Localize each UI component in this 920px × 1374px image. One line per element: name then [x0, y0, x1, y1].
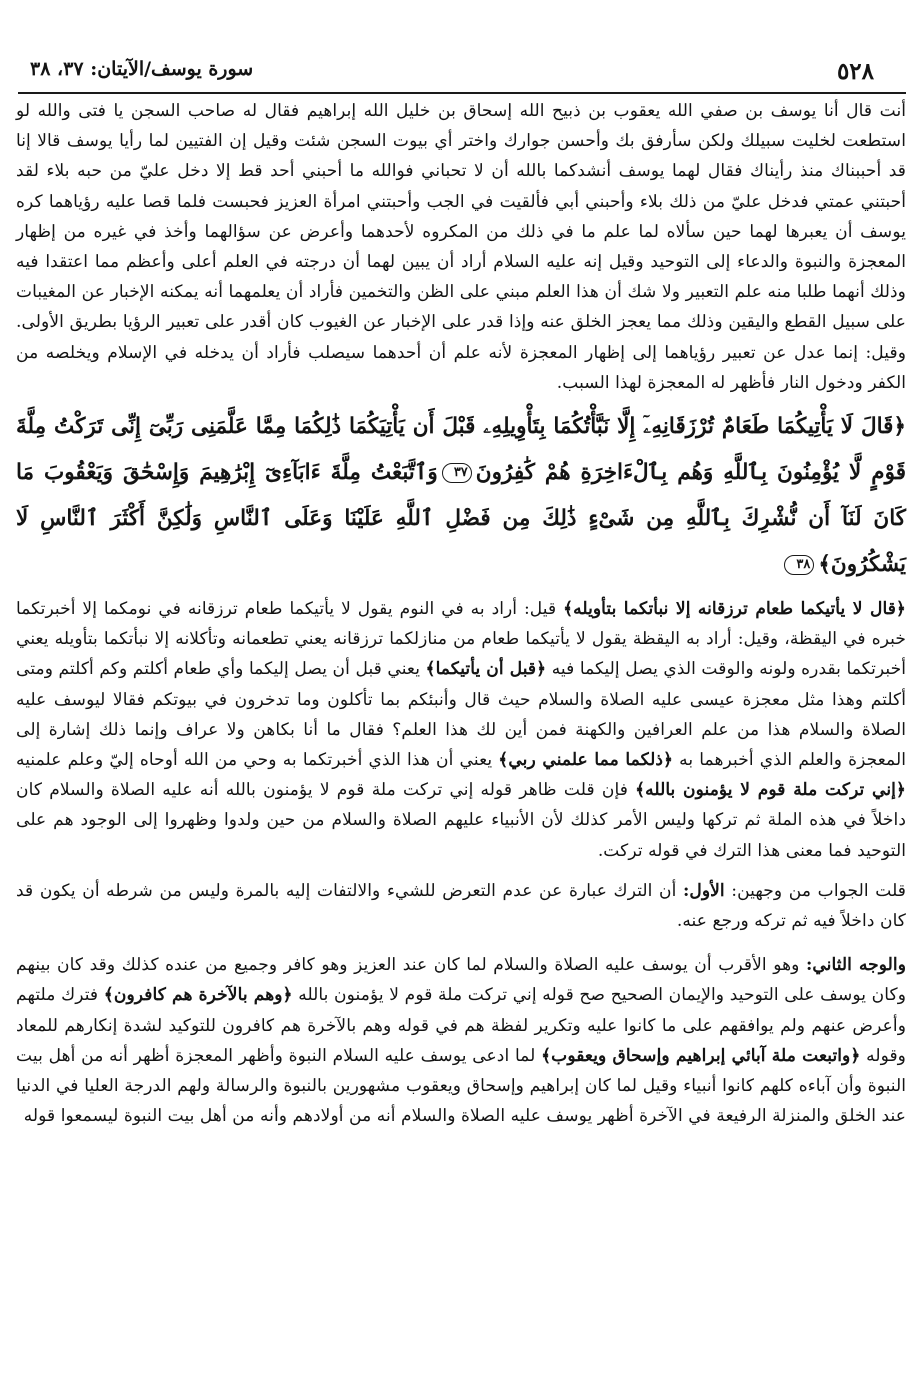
second-answer-label: والوجه الثاني:: [806, 955, 906, 976]
text-3: لما ادعى يوسف عليه السلام النبوة وأظهر المعجزة أظهر أنه من أهل بيت النبوة وأن آباءه كلهم كانوا أنبياء وقيل لما كان إبراهيم وإسحاق ويعقوب مشهورين بالنبوة والرسالة ولهم الدرجة العليا في الدنيا عند الخلق والمنزلة الرفيعة في الآخرة أظهر يوسف عليه الصلاة والسلام أنه من أولادهم وأنه من أهل بيت النبوة ليسمعوا قوله: [16, 1045, 906, 1127]
text-4: فإن قلت ظاهر قوله إني تركت ملة قوم لا يؤمنون بالله أنه عليه الصلاة والسلام كان داخلاً في هذه الملة ثم تركها وليس الأمر كذلك لأن الأنبياء عليهم الصلاة والسلام من حين ولدوا وظهروا إلى الوجود هم على التوحيد فما معنى هذا الترك في قوله تركت.: [16, 780, 906, 861]
verse-38-text: وَٱتَّبَعْتُ مِلَّةَ ءَابَآءِىٓ إِبْرَٰهِيمَ وَإِسْحَٰقَ وَيَعْقُوبَ مَا كَانَ لَنَآ أَن نُّشْرِكَ بِٱللَّهِ مِن شَىْءٍ ذَٰلِكَ مِن فَضْلِ ٱللَّهِ عَلَيْنَا وَعَلَى ٱلنَّاسِ وَلَٰكِنَّ أَكْثَرَ ٱلنَّاسِ لَا يَشْكُرُونَ: [16, 460, 906, 578]
commentary-paragraph-2: [16, 594, 906, 866]
text-2: أن الترك عبارة عن عدم التعرض للشيء والالتفات إليه بالمرة وليس من شرطه أن يكون قد كان داخلاً فيه ثم تركه ورجع عنه.: [16, 880, 906, 932]
quran-verse-block: ﴿قَالَ لَا يَأْتِيكُمَا طَعَامٌ تُرْزَقَانِهِۦٓ إِلَّا نَبَّأْتُكُمَا بِتَأْوِيلِهِۦ قَبْلَ أَن يَأْتِيَكُمَا ذَٰلِكُمَا مِمَّا عَلَّمَنِى رَبِّىٓ إِنِّى تَرَكْتُ مِلَّةَ قَوْمٍ لَّا يُؤْمِنُونَ بِٱللَّهِ وَهُم بِٱلْءَاخِرَةِ هُمْ كَٰفِرُونَ٣٧وَٱتَّبَعْتُ مِلَّةَ ءَابَآءِىٓ إِبْرَٰهِيمَ وَإِسْحَٰقَ وَيَعْقُوبَ مَا كَانَ لَنَآ أَن نُّشْرِكَ بِٱللَّهِ مِن شَىْءٍ ذَٰلِكَ مِن فَضْلِ ٱللَّهِ عَلَيْنَا وَعَلَى ٱلنَّاسِ وَلَٰكِنَّ أَكْثَرَ ٱلنَّاسِ لَا يَشْكُرُونَ﴾٣٨: [16, 414, 906, 578]
quote-1: ﴿وهم بالآخرة هم كافرون﴾: [103, 985, 293, 1006]
commentary-paragraph-3: [16, 876, 906, 936]
text-2: يعني قبل أن يصل إليكما وأي طعام أكلتم وكم أكلتم ومتى أكلتم وهذا مثل معجزة عيسى عليه الصلاة والسلام حيث قال وأنبئكم بما تأكلون وما تدخرون في بيوتكم فقالا ليوسف عليه الصلاة والسلام هذا من علم العرافين والكهنة فمن أين لك هذا العلم؟ فقال ما أنا بكاهن ولا عراف وإنما ذلك إشارة إلى المعجزة والعلم الذي أخبرهما به: [16, 659, 906, 771]
text-1: قيل: أراد به في النوم يقول لا يأتيكما طعام ترزقانه في نومكما إلا أخبرتكما خبره في اليقظة، وقيل: أراد به اليقظة يقول لا يأتيكما طعام من منازلكما ترزقانه يعني تطعمانه وتأكلانه إلا نبأتكما بتأويله يعني أخبرتكما بقدره ولونه والوقت الذي يصل إليكما فيه: [16, 599, 906, 680]
quote-2: ﴿واتبعت ملة آبائي إبراهيم وإسحاق ويعقوب﴾: [541, 1045, 861, 1066]
page-header: [18, 52, 906, 94]
page-number: ٥٢٨: [836, 58, 874, 85]
verse-number-37: ٣٧: [442, 463, 472, 483]
verse-number-38: ٣٨: [784, 555, 814, 575]
commentary-paragraph-4: [16, 950, 906, 1131]
quote-3: ﴿ذلكما مما علمني ربي﴾: [498, 750, 674, 771]
text-2: فترك ملتهم وأعرض عنهم ولم يوافقهم على ما كانوا عليه وتكرير لفظة هم في قوله وهم بالآخرة هم كافرون للتوكيد لشدة إنكارهم للمعاد وقوله: [16, 985, 906, 1066]
page-body: [16, 96, 906, 1131]
quote-2: ﴿قبل أن يأتيكما﴾: [425, 659, 547, 680]
quote-1: ﴿قال لا يأتيكما طعام ترزقانه إلا نبأتكما بتأويله﴾: [563, 599, 906, 620]
first-answer-label: الأول:: [682, 880, 725, 901]
text-1: وهو الأقرب أن يوسف عليه الصلاة والسلام لما كان عند العزيز وهو كافر وجميع من عنده كذلك وقد كان بينهم وكان يوسف على التوحيد والإيمان الصحيح صح قوله إني تركت ملة قوم لا يؤمنون بالله: [16, 955, 906, 1006]
quote-4: ﴿إني تركت ملة قوم لا يؤمنون بالله﴾: [635, 780, 906, 801]
text-3: يعني أن هذا الذي أخبرتكما به وحي من الله أوحاه إليّ وعلم علمنيه: [16, 750, 499, 771]
verse-37-text: ﴿قَالَ لَا يَأْتِيكُمَا طَعَامٌ تُرْزَقَانِهِۦٓ إِلَّا نَبَّأْتُكُمَا بِتَأْوِيلِهِۦ قَبْلَ أَن يَأْتِيَكُمَا ذَٰلِكُمَا مِمَّا عَلَّمَنِى رَبِّىٓ إِنِّى تَرَكْتُ مِلَّةَ قَوْمٍ لَّا يُؤْمِنُونَ بِٱللَّهِ وَهُم بِٱلْءَاخِرَةِ هُمْ كَٰفِرُونَ: [16, 414, 906, 486]
text-1: قلت الجواب من وجهين:: [724, 880, 906, 901]
commentary-paragraph-1: أنت قال أنا يوسف بن صفي الله يعقوب بن ذبيح الله إسحاق بن خليل الله إبراهيم فقال له صاحب السجن يا فتى والله لو استطعت لخليت سبيلك ولكن سأرفق بك وأحسن جوارك واختر أي بيوت السجن شئت وقيل إن الفتيين لما رأيا يوسف قالا إنا قد أحببناك منذ رأيناك فقال لهما يوسف أنشدكما بالله أن لا تحباني فوالله ما أحبني أحد قط إلا دخل عليّ من حبه بلاء لقد أحبتني عمتي فدخل عليّ من ذلك بلاء وأحبني أبي فألقيت في الجب وأحبتني امرأة العزيز فحبست فلما قصا عليه رؤياهما كره يوسف أن يعبرها لهما حين سألاه لما علم ما في ذلك من المكروه لأحدهما وأعرض عن سؤالهما وأخذ في غيره من إظهار المعجزة والنبوة والدعاء إلى التوحيد وقيل إنه عليه السلام أراد أن يبين لهما أن درجته في العلم أعلى وأعظم مما اعتقدا فيه وذلك أنهما طلبا منه علم التعبير ولا شك أن هذا العلم مبني على الظن والتخمين فأراد أن يعلمهما أنه يمكنه الإخبار عن المغيبات على سبيل القطع واليقين وذلك مما يعجز الخلق عنه وإذا قدر على الإخبار عن الغيوب كان أقدر على تعبير الرؤيا بطريق الأولى. وقيل: إنما عدل عن تعبير رؤياهما إلى إظهار المعجزة لأنه علم أن أحدهما سيصلب فأراد أن يدخله في الإسلام ويخلصه من الكفر ودخول النار فأظهر له المعجزة لهذا السبب.: [16, 101, 906, 393]
running-title: سورة يوسف/الآيتان: ٣٧، ٣٨: [30, 58, 254, 80]
